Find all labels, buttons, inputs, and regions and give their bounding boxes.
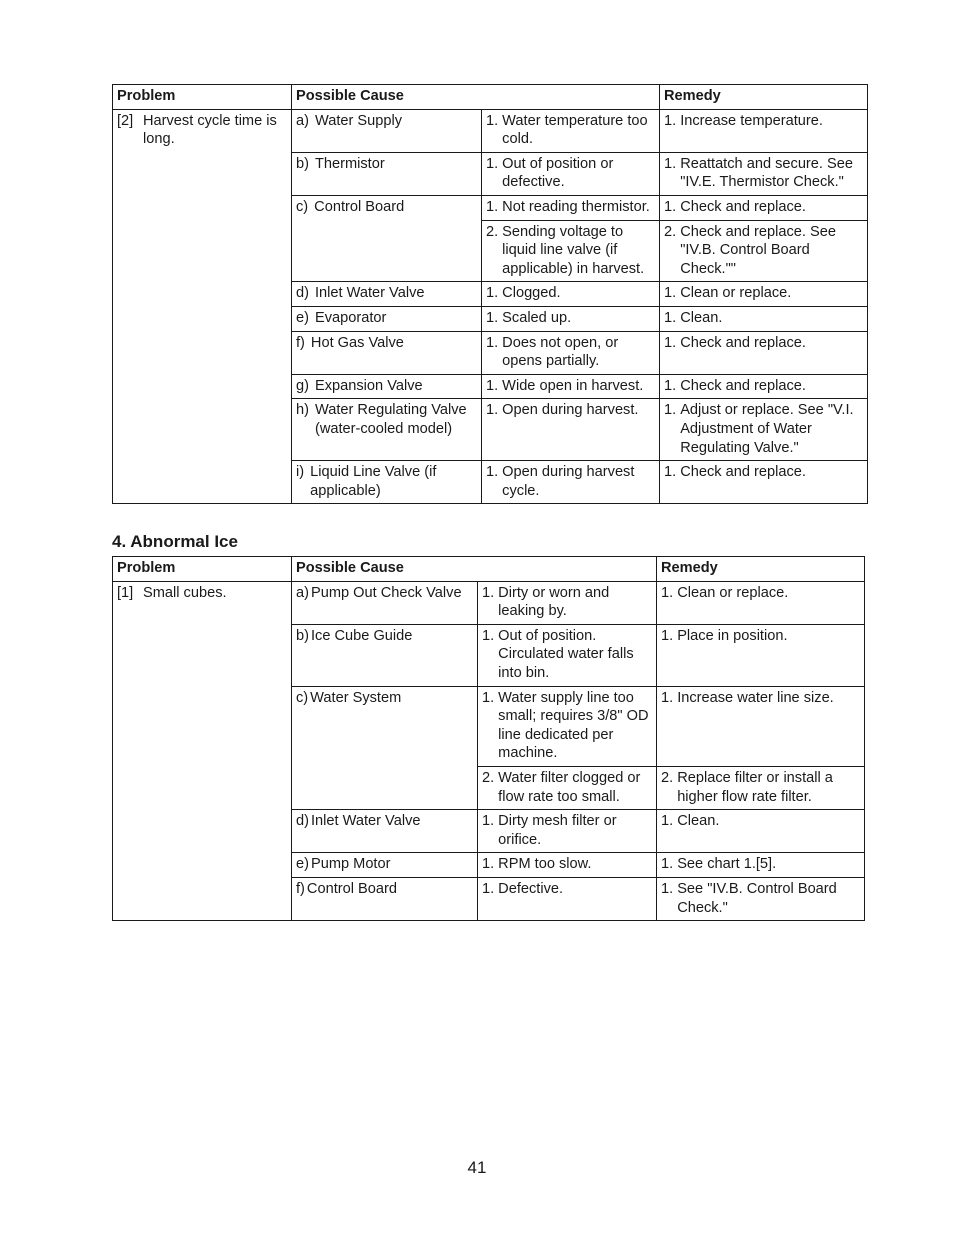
problem: [117, 112, 288, 149]
detail-cause: [482, 584, 653, 621]
detail-cause-cell: [482, 220, 660, 282]
detail-cause-number: 1.: [486, 377, 499, 394]
page-number: 41: [467, 1158, 487, 1177]
remedy-text: Increase temperature.: [680, 112, 823, 129]
remedy-cell: [660, 195, 868, 220]
cause-text: Control Board: [314, 198, 405, 215]
remedy-number: 1.: [664, 112, 677, 129]
detail-cause-cell: [478, 766, 657, 809]
cause: [296, 334, 478, 353]
cause-number: c): [296, 689, 309, 706]
problem-cell: [113, 109, 292, 504]
table-row: [113, 581, 865, 624]
remedy: [661, 627, 861, 646]
detail-cause: [486, 112, 656, 149]
cause: [296, 377, 478, 396]
remedy-number: 2.: [664, 223, 677, 240]
cause-cell: [292, 282, 482, 307]
remedy-number: 1.: [664, 285, 677, 302]
remedy-cell: [660, 220, 868, 282]
remedy-text: See chart 1.[5].: [677, 856, 777, 873]
table-header-row: [113, 85, 868, 110]
detail-cause-text: Dirty or worn and leaking by.: [498, 584, 610, 620]
detail-cause-cell: [478, 624, 657, 686]
cause-number: f): [296, 334, 305, 351]
remedy-cell: [660, 331, 868, 374]
cause: [296, 309, 478, 328]
remedy-number: 1.: [661, 856, 674, 873]
remedy-text: Place in position.: [677, 627, 788, 644]
remedy: [661, 880, 861, 917]
remedy-number: 1.: [661, 689, 674, 706]
cause: [296, 689, 474, 708]
remedy-text: Check and replace.: [680, 198, 806, 215]
remedy: [664, 112, 864, 131]
remedy-text: Clean.: [680, 309, 723, 326]
remedy-number: 1.: [664, 198, 677, 215]
remedy: [661, 769, 861, 806]
detail-cause-text: Water filter clogged or flow rate too small.: [498, 769, 641, 805]
header-possible-cause: Possible Cause: [292, 85, 660, 110]
remedy-cell: [660, 461, 868, 504]
cause: [296, 155, 478, 174]
detail-cause-number: 1.: [486, 309, 499, 326]
remedy-text: Clean or replace.: [680, 285, 792, 302]
remedy-text: Adjust or replace. See "V.I. Adjustment of Water Regulating Valve.": [680, 402, 854, 456]
cause-cell: [292, 461, 482, 504]
remedy-cell: [657, 810, 865, 853]
cause-cell: [292, 581, 478, 624]
cause-text: Ice Cube Guide: [310, 627, 413, 644]
remedy-number: 1.: [661, 627, 674, 644]
detail-cause-number: 1.: [486, 334, 499, 351]
remedy-number: 1.: [664, 309, 677, 326]
detail-cause-cell: [482, 399, 660, 461]
detail-cause-number: 2.: [482, 769, 495, 786]
cause-cell: [292, 109, 482, 152]
troubleshooting-table-abnormal-ice: [112, 556, 865, 921]
detail-cause: [482, 769, 653, 806]
header-remedy: Remedy: [660, 85, 868, 110]
cause-text: Thermistor: [314, 155, 385, 172]
cause: [296, 401, 478, 438]
remedy-text: Check and replace.: [680, 334, 806, 351]
detail-cause-cell: [478, 686, 657, 766]
cause: [296, 198, 478, 217]
cause-text: Evaporator: [314, 309, 387, 326]
detail-cause: [486, 377, 656, 396]
detail-cause-number: 1.: [486, 198, 499, 215]
cause: [296, 855, 474, 874]
cause: [296, 112, 478, 131]
detail-cause: [486, 223, 656, 279]
cause-cell: [292, 374, 482, 399]
detail-cause: [482, 689, 653, 763]
remedy-text: Increase water line size.: [677, 689, 834, 706]
problem-number: [1]: [117, 584, 134, 601]
problem-cell: [113, 581, 292, 921]
cause-number: i): [296, 464, 305, 481]
cause-cell: [292, 195, 482, 281]
remedy: [661, 584, 861, 603]
detail-cause-cell: [478, 581, 657, 624]
remedy-cell: [660, 374, 868, 399]
problem: [117, 584, 288, 603]
detail-cause-number: 1.: [486, 464, 499, 481]
cause-text: Water System: [310, 689, 402, 706]
detail-cause-text: Water temperature too cold.: [502, 112, 648, 148]
cause-cell: [292, 624, 478, 686]
cause-text: Inlet Water Valve: [310, 813, 421, 830]
detail-cause-text: Open during harvest.: [502, 402, 639, 419]
detail-cause-text: Scaled up.: [502, 309, 572, 326]
problem-text: Small cubes.: [143, 584, 227, 601]
header-problem: Problem: [113, 85, 292, 110]
remedy-number: 1.: [661, 813, 674, 830]
detail-cause-cell: [482, 195, 660, 220]
detail-cause-text: Dirty mesh filter or orifice.: [498, 813, 617, 848]
detail-cause-number: 1.: [486, 112, 499, 129]
cause-number: a): [296, 112, 309, 129]
detail-cause: [486, 155, 656, 192]
remedy-number: 1.: [661, 584, 674, 601]
cause-text: Inlet Water Valve: [314, 285, 425, 302]
table-header-row: [113, 557, 865, 582]
cause: [296, 880, 474, 899]
remedy-cell: [660, 399, 868, 461]
cause-number: e): [296, 856, 309, 873]
remedy-cell: [660, 306, 868, 331]
remedy-text: Reattatch and secure. See "IV.E. Thermistor Check.": [680, 155, 853, 191]
remedy-number: 1.: [664, 334, 677, 351]
detail-cause: [486, 401, 656, 420]
detail-cause-cell: [482, 374, 660, 399]
cause-text: Hot Gas Valve: [310, 334, 404, 351]
detail-cause-cell: [482, 306, 660, 331]
remedy: [664, 309, 864, 328]
problem-number: [2]: [117, 112, 134, 129]
detail-cause-cell: [478, 853, 657, 878]
cause-text: Liquid Line Valve (if applicable): [310, 464, 437, 499]
remedy: [664, 284, 864, 303]
remedy-cell: [657, 624, 865, 686]
cause-number: f): [296, 880, 305, 897]
cause: [296, 627, 474, 646]
remedy-number: 1.: [661, 880, 674, 897]
detail-cause-text: Does not open, or opens partially.: [502, 334, 619, 370]
cause-number: b): [296, 627, 309, 644]
cause-cell: [292, 152, 482, 195]
cause: [296, 584, 474, 603]
detail-cause: [486, 463, 656, 500]
remedy: [664, 198, 864, 217]
detail-cause-text: Wide open in harvest.: [502, 377, 644, 394]
detail-cause-cell: [482, 461, 660, 504]
detail-cause-text: Defective.: [498, 880, 564, 897]
detail-cause-text: Out of position. Circulated water falls into bin.: [498, 627, 634, 681]
remedy-text: Check and replace.: [680, 377, 806, 394]
remedy-text: Clean.: [677, 813, 720, 830]
detail-cause-number: 1.: [486, 402, 499, 419]
table-row: [113, 109, 868, 152]
cause-text: Pump Motor: [310, 856, 391, 873]
cause-number: d): [296, 813, 309, 830]
cause-text: Pump Out Check Valve: [310, 584, 462, 601]
cause-cell: [292, 686, 478, 810]
detail-cause-text: Out of position or defective.: [502, 155, 614, 191]
remedy-cell: [660, 282, 868, 307]
detail-cause: [486, 198, 656, 217]
remedy-cell: [657, 581, 865, 624]
remedy-number: 1.: [664, 464, 677, 481]
remedy-cell: [657, 686, 865, 766]
cause-text: Control Board: [306, 880, 397, 897]
cause-text: Expansion Valve: [314, 377, 423, 394]
remedy-cell: [660, 152, 868, 195]
cause-number: d): [296, 285, 309, 302]
remedy-number: 1.: [664, 155, 677, 172]
cause-number: h): [296, 402, 309, 419]
detail-cause-cell: [482, 152, 660, 195]
detail-cause-cell: [482, 282, 660, 307]
cause-text: Water Regulating Valve (water-cooled model): [314, 402, 467, 437]
remedy-cell: [657, 766, 865, 809]
detail-cause: [486, 334, 656, 371]
cause-number: c): [296, 198, 309, 215]
detail-cause-cell: [478, 810, 657, 853]
detail-cause-number: 1.: [482, 813, 495, 830]
cause-cell: [292, 331, 482, 374]
detail-cause: [486, 284, 656, 303]
remedy-number: 2.: [661, 769, 674, 786]
detail-cause-text: Water supply line too small; requires 3/8" OD line dedicated per machine.: [498, 689, 649, 762]
detail-cause-number: 1.: [482, 689, 495, 706]
remedy: [661, 812, 861, 831]
detail-cause-text: Clogged.: [502, 285, 561, 302]
remedy-text: Replace filter or install a higher flow rate filter.: [677, 769, 833, 805]
cause-cell: [292, 810, 478, 853]
header-remedy: Remedy: [657, 557, 865, 582]
cause: [296, 812, 474, 831]
remedy-text: Check and replace.: [680, 464, 806, 481]
detail-cause: [482, 880, 653, 899]
detail-cause: [482, 855, 653, 874]
remedy: [664, 377, 864, 396]
remedy-cell: [657, 877, 865, 920]
section-title: 4. Abnormal Ice: [112, 532, 238, 551]
detail-cause: [482, 627, 653, 683]
detail-cause-cell: [478, 877, 657, 920]
remedy: [664, 155, 864, 192]
detail-cause: [482, 812, 653, 849]
header-problem: Problem: [113, 557, 292, 582]
remedy: [661, 689, 861, 708]
detail-cause: [486, 309, 656, 328]
cause-cell: [292, 853, 478, 878]
detail-cause-text: RPM too slow.: [498, 856, 592, 873]
remedy: [664, 463, 864, 482]
detail-cause-number: 1.: [482, 584, 495, 601]
detail-cause-cell: [482, 331, 660, 374]
detail-cause-number: 1.: [482, 856, 495, 873]
remedy: [661, 855, 861, 874]
cause-cell: [292, 306, 482, 331]
cause-cell: [292, 399, 482, 461]
remedy-text: Check and replace. See "IV.B. Control Board Check."": [680, 223, 836, 277]
cause-number: a): [296, 584, 309, 601]
cause: [296, 463, 478, 500]
cause-text: Water Supply: [314, 112, 403, 129]
remedy: [664, 223, 864, 279]
cause: [296, 284, 478, 303]
detail-cause-number: 1.: [486, 285, 499, 302]
detail-cause-text: Open during harvest cycle.: [502, 464, 635, 499]
remedy-cell: [657, 853, 865, 878]
cause-number: e): [296, 309, 309, 326]
troubleshooting-table-harvest: [112, 84, 868, 504]
remedy-number: 1.: [664, 377, 677, 394]
detail-cause-cell: [482, 109, 660, 152]
remedy: [664, 401, 864, 457]
cause-cell: [292, 877, 478, 920]
problem-text: Harvest cycle time is long.: [143, 112, 277, 148]
detail-cause-number: 1.: [482, 627, 495, 644]
detail-cause-text: Sending voltage to liquid line valve (if applicable) in harvest.: [502, 223, 645, 277]
detail-cause-number: 1.: [482, 880, 495, 897]
cause-number: b): [296, 155, 309, 172]
remedy-cell: [660, 109, 868, 152]
detail-cause-number: 2.: [486, 223, 499, 240]
remedy: [664, 334, 864, 353]
cause-number: g): [296, 377, 309, 394]
detail-cause-text: Not reading thermistor.: [502, 198, 650, 215]
remedy-number: 1.: [664, 402, 677, 419]
remedy-text: See "IV.B. Control Board Check.": [677, 880, 837, 916]
header-possible-cause: Possible Cause: [292, 557, 657, 582]
detail-cause-number: 1.: [486, 155, 499, 172]
remedy-text: Clean or replace.: [677, 584, 789, 601]
